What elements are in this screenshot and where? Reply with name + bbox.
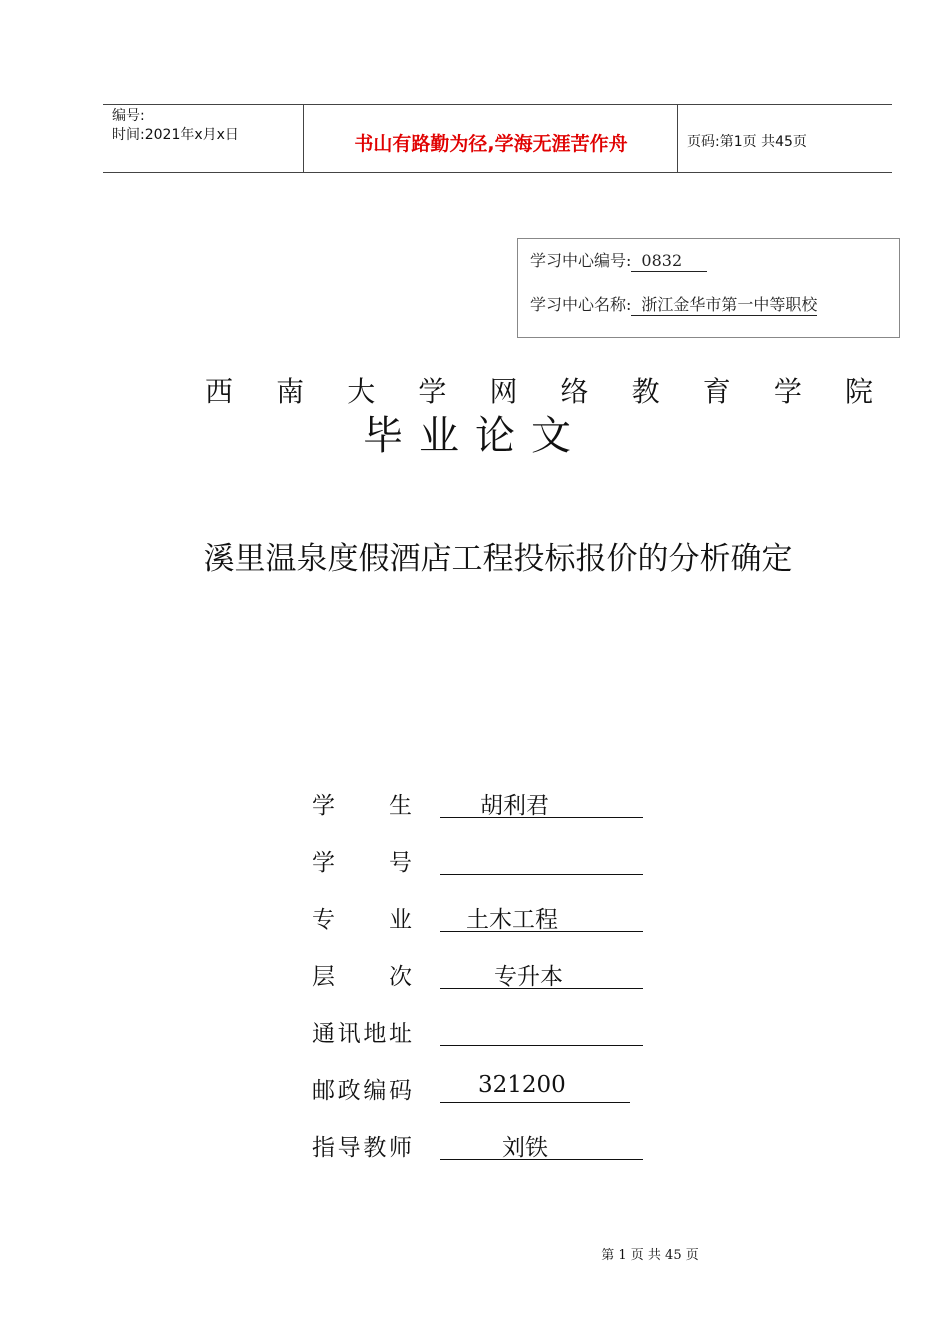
- info-field-value-line: [440, 1015, 643, 1046]
- info-field-label: [312, 1015, 412, 1048]
- info-field-value-line: [440, 844, 643, 875]
- info-field-value: 土木工程: [466, 907, 558, 933]
- school-name-char: 学: [773, 375, 802, 408]
- school-name-char: 西: [205, 375, 234, 408]
- school-name-char: 络: [560, 375, 589, 408]
- center-name-row: [530, 292, 817, 316]
- time-label: 时间:2021年x月x日: [112, 127, 239, 143]
- info-field: [312, 844, 652, 876]
- serial-label: 编号:: [112, 108, 145, 124]
- page-info: 页码:第1页 共45页: [687, 134, 807, 150]
- school-name-char: 教: [631, 375, 660, 408]
- info-field-label-char: 地: [363, 1021, 387, 1047]
- center-name-value: 浙江金华市第一中等职校: [631, 295, 817, 316]
- info-field-label: [312, 1072, 412, 1105]
- info-field-label-char: 邮: [312, 1078, 335, 1104]
- header-cell-motto: [304, 105, 678, 172]
- center-name-label: 学习中心名称:: [530, 295, 632, 314]
- school-name-char: 育: [702, 375, 731, 408]
- info-field-label-char: 编: [363, 1078, 387, 1104]
- info-field-label: [312, 1129, 412, 1162]
- info-field-label-char: 次: [389, 964, 412, 990]
- center-code-value: 0832: [631, 251, 707, 272]
- info-field-value: 胡利君: [480, 793, 549, 819]
- info-field-label: [312, 844, 412, 877]
- thesis-topic: 溪里温泉度假酒店工程投标报价的分析确定: [203, 541, 793, 577]
- info-field-label-char: 师: [388, 1135, 412, 1161]
- info-field-label-char: 业: [389, 907, 412, 933]
- info-field-label-char: 指: [312, 1135, 335, 1161]
- info-field-label-char: 层: [312, 964, 335, 990]
- thesis-title: 毕业论文: [363, 413, 587, 459]
- info-field: [312, 1129, 652, 1161]
- school-name-char: 院: [844, 375, 873, 408]
- info-field: [312, 1015, 652, 1047]
- info-field-value-line: [440, 901, 643, 932]
- school-name-char: 学: [418, 375, 447, 408]
- info-field-value-line: [440, 787, 643, 818]
- info-field-value-line: [440, 958, 643, 989]
- info-field-label-char: 号: [389, 850, 412, 876]
- page-footer: 第 1 页 共 45 页: [601, 1248, 699, 1263]
- info-field-label: [312, 958, 412, 991]
- info-field: [312, 787, 652, 819]
- info-field: [312, 901, 652, 933]
- school-name-char: 网: [489, 375, 518, 408]
- header-cell-meta: [103, 105, 304, 172]
- info-field-label-char: 码: [388, 1078, 412, 1104]
- motto-text: 书山有路勤为径,学海无涯苦作舟: [354, 133, 628, 155]
- info-field-label-char: 址: [388, 1021, 412, 1047]
- info-field-label: [312, 787, 412, 820]
- info-field-label-char: 学: [312, 850, 335, 876]
- info-field-value-line: [440, 1129, 643, 1160]
- info-field-label-char: 通: [312, 1021, 335, 1047]
- info-field-label-char: 导: [337, 1135, 361, 1161]
- info-field-value-line: [440, 1072, 630, 1103]
- info-field-label-char: 学: [312, 793, 335, 819]
- info-field-label-char: 教: [363, 1135, 387, 1161]
- info-field-label-char: 讯: [337, 1021, 361, 1047]
- info-field-value: 专升本: [494, 964, 563, 990]
- header-cell-page: [678, 105, 892, 172]
- info-field-value: 321200: [478, 1072, 566, 1098]
- header-table: [103, 104, 892, 173]
- center-code-label: 学习中心编号:: [530, 251, 632, 270]
- info-field: [312, 958, 652, 990]
- info-field-label-char: 专: [312, 907, 335, 933]
- info-field-value: 刘铁: [502, 1135, 548, 1161]
- school-name-char: 南: [276, 375, 305, 408]
- info-field-label-char: 政: [337, 1078, 361, 1104]
- school-name-char: 大: [347, 375, 376, 408]
- info-field-label: [312, 901, 412, 934]
- learning-center-box: [517, 238, 900, 338]
- info-field: [312, 1072, 652, 1104]
- info-field-label-char: 生: [389, 793, 412, 819]
- center-code-row: [530, 248, 707, 272]
